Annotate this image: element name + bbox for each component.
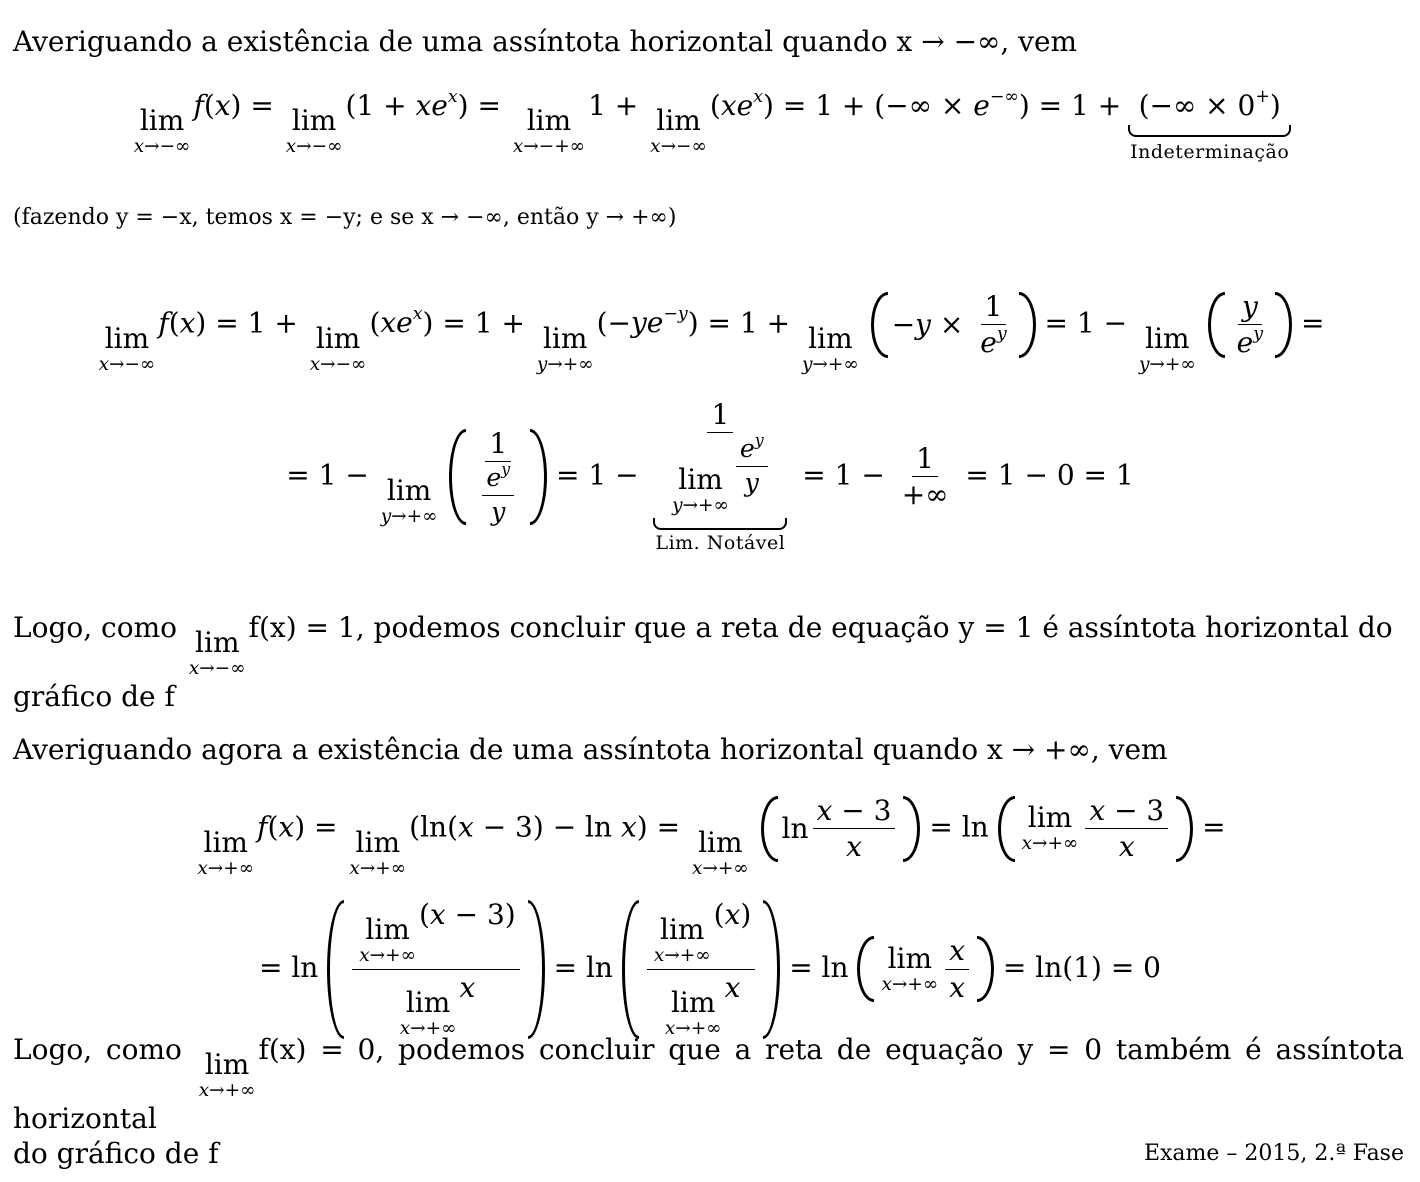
paragraph-text: Logo, como [13,1033,182,1066]
paragraph-conclusion-y0: Logo, como lim x→+∞ f(x) = 0, podemos concluir que a reta de equação y = 0 também é assíntota horizontal do gráfico de f [13,1033,1405,1170]
equation-limit-plus-infinity-line1: lim x→+∞ f(x) = lim x→+∞ (ln(x − 3) − ln x) = lim x→+∞ ln $\frac{x - 3}{x}$ = ln lim x→+∞ $\frac{x - 3}{x}$ = [197,794,1226,879]
paragraph-conclusion-y1: Logo, como lim x→−∞ f(x) = 1, podemos concluir que a reta de equação y = 1 é assíntota horizontal do gráfico de f [13,611,1393,713]
paragraph-text: Averiguando a existência de uma assíntota horizontal quando x → −∞, vem [13,25,1078,58]
paragraph-substitution [13,204,1404,232]
equation-limit-minus-infinity: lim x→−∞ f(x) = lim x→−∞ $(1 + xe^x)$ = lim x→−+∞ 1 + lim x→−∞ $(xe^x) = 1$ + (−∞ × e−∞) = 1 + (−∞ × 0+) Indeterminação [133,86,1290,163]
footer-text: Exame – 2015, 2.ª Fase [1143,1141,1404,1166]
paragraph-text: do gráfico de f [13,1136,219,1170]
source-footer [1144,1140,1404,1168]
paragraph-text: (fazendo y = −x, temos x = −y; e se x → −∞, então y → +∞) [13,205,677,230]
paragraph-text: gráfico de f [13,679,175,713]
paragraph-intro-minus-infinity [13,24,1404,59]
paragraph-text: f(x) = 0, podemos concluir que a reta de equação y = 0 também é assíntota horizontal [13,1033,1405,1135]
equation-substitution-line2: = 1 − lim y→+∞ $\frac{1}{\frac{e^y}{y}}$ = 1 − 1 lim y→+∞ $\frac{e^y}{y}$ Lim. Notável = 1 − $\frac{1}{+\infty}$ = 1 − 0 = 1 [286,398,1134,554]
equation-substitution-line1: lim x→−∞ f(x) = 1 + lim x→−∞ $(xe^x) = 1$ + lim y→+∞ $(-ye^{-y}) = 1$ + lim y→+∞ − y × $\frac{1}{e^y}$ = 1 − lim y→+∞ $\frac{y}{e^y}$ = [98,290,1325,375]
annotation-indeterminacao: Indeterminação [1130,141,1290,163]
paragraph-text: Averiguando agora a existência de uma assíntota horizontal quando x → +∞, vem [13,733,1168,766]
paragraph-intro-plus-infinity [13,732,1404,767]
paragraph-text: f(x) = 1, podemos concluir que a reta de equação y = 1 é assíntota horizontal do [248,611,1393,644]
annotation-lim-notavel: Lim. Notável [655,531,786,554]
paragraph-text: Logo, como [13,611,177,644]
equation-limit-plus-infinity-line2: = ln lim x→+∞ (x − 3) lim x→+∞ x = ln lim x→+∞ (x) lim x→+∞ x = ln lim x→+∞ $\frac{x}{x}$ = ln(1) = 0 [258,898,1161,1040]
